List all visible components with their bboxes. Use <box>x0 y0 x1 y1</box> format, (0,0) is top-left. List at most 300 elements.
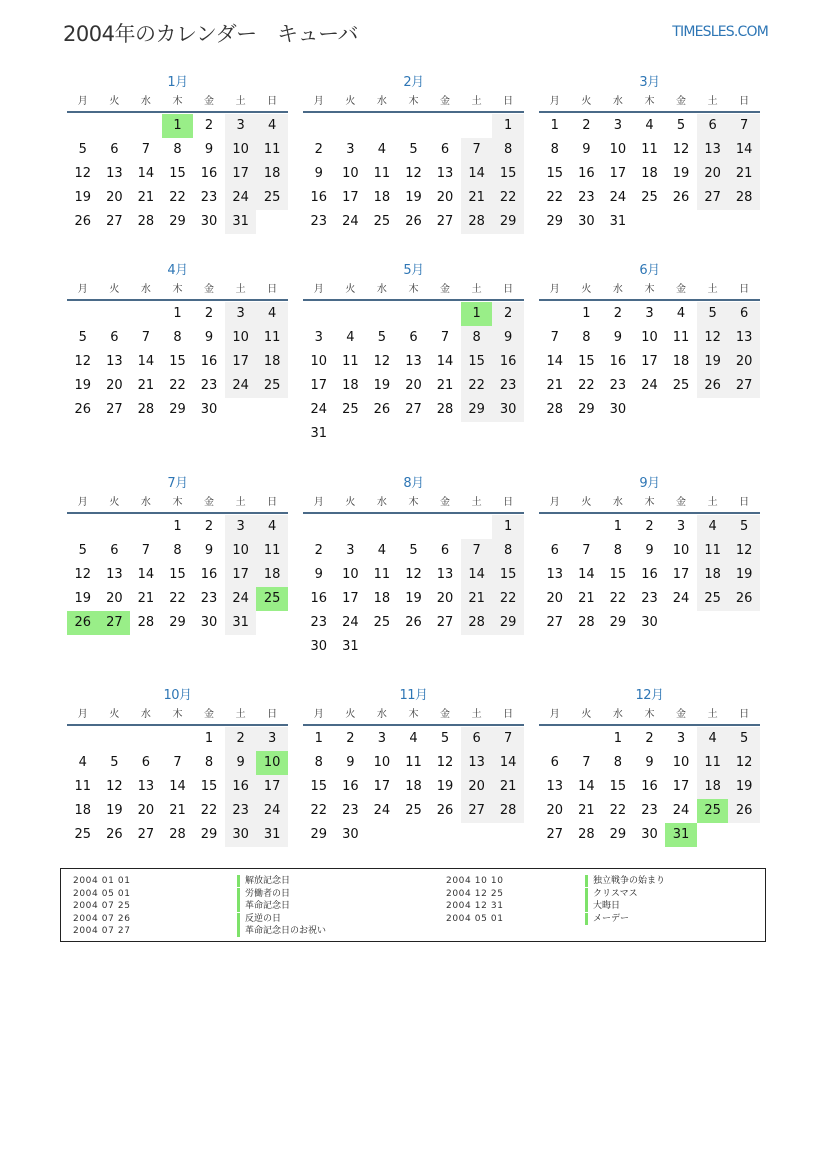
day-cell: 11 <box>74 779 92 794</box>
day-cell: 18 <box>373 190 391 205</box>
day-cell: 24 <box>225 186 257 210</box>
day-cell: 22 <box>609 591 627 606</box>
day-cell: 14 <box>492 751 524 775</box>
weekday-label: 日 <box>503 96 514 107</box>
day-cell: 16 <box>310 190 328 205</box>
day-cell: 14 <box>137 354 155 369</box>
day-cell: 20 <box>106 190 123 205</box>
day-cell: 10 <box>225 539 257 563</box>
day-cell: 1 <box>492 515 524 539</box>
month-2 <box>303 73 524 234</box>
day-cell: 22 <box>169 591 186 606</box>
day-cell: 26 <box>74 214 92 229</box>
empty-cell <box>335 515 367 539</box>
day-cell: 16 <box>200 166 218 181</box>
day-cell: 28 <box>461 611 493 635</box>
day-cell: 7 <box>440 330 450 345</box>
day-cell: 1 <box>613 731 623 746</box>
day-cell: 20 <box>728 350 760 374</box>
weekday-label: 土 <box>707 96 718 107</box>
day-cell: 20 <box>436 591 454 606</box>
holiday-date: 2004 05 01 <box>73 888 131 899</box>
empty-cell <box>398 302 430 326</box>
empty-cell <box>130 727 162 751</box>
holiday-name: 解放記念日 <box>237 875 290 887</box>
day-cell: 2 <box>582 118 591 133</box>
weekday-label: 木 <box>644 709 655 720</box>
day-cell: 4 <box>346 330 355 345</box>
weekday-label: 水 <box>140 709 151 720</box>
site-link[interactable]: TIMESLES.COM <box>672 24 768 40</box>
empty-cell <box>99 515 131 539</box>
day-cell: 16 <box>641 567 658 582</box>
day-cell: 28 <box>436 402 454 417</box>
day-cell: 30 <box>492 398 524 422</box>
empty-cell <box>335 302 367 326</box>
day-cell: 23 <box>200 190 218 205</box>
empty-cell <box>162 727 194 751</box>
day-cell: 10 <box>672 543 690 558</box>
holiday-item <box>61 925 765 937</box>
day-cell: 4 <box>256 114 288 138</box>
weekday-label: 月 <box>77 284 88 295</box>
day-cell: 14 <box>461 563 493 587</box>
day-cell: 13 <box>728 326 760 350</box>
day-cell: 7 <box>582 755 591 770</box>
day-cell: 3 <box>676 731 686 746</box>
day-cell: 19 <box>405 190 422 205</box>
day-cell: 14 <box>137 567 155 582</box>
day-cell: 29 <box>578 402 595 417</box>
day-cell: 2 <box>204 519 214 534</box>
day-cell: 1 <box>492 114 524 138</box>
day-cell: 3 <box>314 330 323 345</box>
day-cell: 26 <box>436 803 454 818</box>
day-cell: 21 <box>546 378 564 393</box>
weekday-label: 土 <box>471 709 482 720</box>
weekday-label: 日 <box>739 709 750 720</box>
day-cell: 9 <box>346 755 355 770</box>
weekday-label: 日 <box>739 96 750 107</box>
day-cell: 9 <box>314 166 323 181</box>
weekday-label: 土 <box>707 497 718 508</box>
day-cell: 8 <box>204 755 214 770</box>
day-cell: 15 <box>609 567 627 582</box>
day-cell: 6 <box>728 302 760 326</box>
month-3 <box>539 73 760 234</box>
day-cell: 3 <box>676 519 686 534</box>
weekday-header <box>67 494 288 514</box>
day-cell: 14 <box>436 354 454 369</box>
day-cell: 13 <box>697 138 729 162</box>
day-cell: 10 <box>342 166 359 181</box>
day-cell: 16 <box>225 775 257 799</box>
day-cell: 22 <box>578 378 595 393</box>
day-cell: 21 <box>436 378 454 393</box>
day-cell: 5 <box>728 727 760 751</box>
month-7 <box>67 474 288 635</box>
weekday-label: 水 <box>612 709 623 720</box>
weekday-label: 木 <box>172 284 183 295</box>
empty-cell <box>130 302 162 326</box>
day-cell: 20 <box>137 803 155 818</box>
day-cell: 20 <box>461 775 493 799</box>
day-cell: 26 <box>697 374 729 398</box>
empty-cell <box>303 114 335 138</box>
weekday-label: 金 <box>676 497 687 508</box>
day-cell: 1 <box>582 306 591 321</box>
day-cell: 9 <box>645 755 654 770</box>
day-cell: 26 <box>672 190 690 205</box>
day-cell: 16 <box>609 354 627 369</box>
weekday-label: 月 <box>549 497 560 508</box>
weekday-label: 火 <box>345 96 356 107</box>
day-cell: 24 <box>672 591 690 606</box>
day-cell: 4 <box>377 543 387 558</box>
day-cell: 16 <box>310 591 328 606</box>
day-cell: 17 <box>225 162 257 186</box>
day-cell: 17 <box>342 591 359 606</box>
month-name: 1月 <box>167 75 188 90</box>
day-grid <box>303 727 524 847</box>
weekday-label: 土 <box>235 96 246 107</box>
day-cell: 11 <box>373 567 391 582</box>
day-cell: 16 <box>200 567 218 582</box>
holiday-date: 2004 12 25 <box>446 888 504 899</box>
day-cell: 31 <box>342 639 359 654</box>
empty-cell <box>130 515 162 539</box>
day-cell: 4 <box>697 515 729 539</box>
day-cell: 25 <box>373 214 391 229</box>
holiday-day-cell: 10 <box>256 751 288 775</box>
day-cell: 14 <box>461 162 493 186</box>
day-cell: 28 <box>492 799 524 823</box>
day-grid <box>539 515 760 635</box>
empty-cell <box>130 114 162 138</box>
weekday-label: 木 <box>644 284 655 295</box>
month-name: 10月 <box>163 688 192 703</box>
day-cell: 16 <box>342 779 359 794</box>
day-cell: 8 <box>492 539 524 563</box>
day-cell: 25 <box>342 402 359 417</box>
day-cell: 20 <box>697 162 729 186</box>
weekday-label: 土 <box>707 709 718 720</box>
day-cell: 13 <box>106 354 123 369</box>
weekday-label: 水 <box>140 96 151 107</box>
day-cell: 5 <box>78 142 87 157</box>
day-cell: 23 <box>200 378 218 393</box>
weekday-label: 木 <box>408 96 419 107</box>
weekday-header <box>67 281 288 301</box>
holiday-day-cell: 1 <box>461 302 493 326</box>
day-cell: 2 <box>346 731 355 746</box>
weekday-label: 水 <box>612 284 623 295</box>
day-cell: 7 <box>141 543 151 558</box>
weekday-label: 金 <box>676 96 687 107</box>
holiday-date: 2004 05 01 <box>446 913 504 924</box>
day-cell: 24 <box>641 378 658 393</box>
day-cell: 29 <box>492 611 524 635</box>
day-cell: 3 <box>645 306 654 321</box>
empty-cell <box>539 515 571 539</box>
day-cell: 19 <box>436 779 454 794</box>
month-10 <box>67 686 288 847</box>
day-cell: 15 <box>609 779 627 794</box>
day-grid <box>67 114 288 234</box>
day-cell: 19 <box>728 563 760 587</box>
day-cell: 1 <box>613 519 623 534</box>
day-cell: 11 <box>641 142 658 157</box>
day-cell: 5 <box>728 515 760 539</box>
day-cell: 19 <box>74 378 92 393</box>
day-cell: 8 <box>173 330 182 345</box>
weekday-label: 水 <box>376 709 387 720</box>
day-cell: 24 <box>672 803 690 818</box>
day-cell: 3 <box>225 114 257 138</box>
weekday-label: 月 <box>77 96 88 107</box>
holiday-day-cell: 1 <box>162 114 194 138</box>
day-cell: 6 <box>409 330 418 345</box>
day-cell: 19 <box>728 775 760 799</box>
day-cell: 11 <box>373 166 391 181</box>
day-cell: 25 <box>373 615 391 630</box>
day-cell: 13 <box>436 166 454 181</box>
month-name: 11月 <box>399 688 428 703</box>
day-cell: 20 <box>405 378 422 393</box>
day-cell: 13 <box>461 751 493 775</box>
empty-cell <box>67 727 99 751</box>
weekday-label: 土 <box>235 709 246 720</box>
day-cell: 29 <box>609 827 627 842</box>
day-cell: 24 <box>225 587 257 611</box>
weekday-label: 土 <box>707 284 718 295</box>
day-cell: 17 <box>672 779 690 794</box>
weekday-label: 木 <box>408 709 419 720</box>
weekday-label: 金 <box>204 284 215 295</box>
day-cell: 23 <box>492 374 524 398</box>
day-cell: 26 <box>373 402 391 417</box>
day-cell: 7 <box>461 539 493 563</box>
holiday-day-cell: 25 <box>256 587 288 611</box>
day-cell: 5 <box>697 302 729 326</box>
holiday-date: 2004 12 31 <box>446 901 504 911</box>
day-cell: 24 <box>609 190 627 205</box>
weekday-label: 木 <box>408 497 419 508</box>
day-cell: 22 <box>169 190 186 205</box>
weekday-label: 日 <box>739 497 750 508</box>
day-grid <box>303 302 524 446</box>
day-cell: 30 <box>200 402 218 417</box>
day-cell: 27 <box>137 827 155 842</box>
day-cell: 8 <box>314 755 323 770</box>
holiday-name: メーデー <box>585 913 629 925</box>
weekday-label: 月 <box>313 497 324 508</box>
day-cell: 10 <box>225 326 257 350</box>
holiday-date: 2004 07 25 <box>73 901 131 911</box>
day-cell: 4 <box>645 118 654 133</box>
day-cell: 24 <box>256 799 288 823</box>
empty-cell <box>99 114 131 138</box>
day-cell: 24 <box>373 803 391 818</box>
day-cell: 27 <box>405 402 422 417</box>
weekday-label: 水 <box>376 497 387 508</box>
day-cell: 1 <box>204 731 214 746</box>
day-cell: 29 <box>310 827 328 842</box>
day-cell: 31 <box>310 426 328 441</box>
weekday-label: 木 <box>172 497 183 508</box>
day-cell: 30 <box>200 214 218 229</box>
holiday-name: 革命記念日 <box>237 900 290 912</box>
day-cell: 11 <box>256 326 288 350</box>
day-cell: 6 <box>461 727 493 751</box>
weekday-label: 火 <box>581 96 592 107</box>
day-cell: 12 <box>74 567 92 582</box>
empty-cell <box>429 114 461 138</box>
day-cell: 11 <box>342 354 359 369</box>
day-cell: 23 <box>342 803 359 818</box>
month-8 <box>303 474 524 659</box>
weekday-label: 火 <box>581 709 592 720</box>
day-cell: 21 <box>461 587 493 611</box>
day-cell: 24 <box>310 402 328 417</box>
day-cell: 29 <box>169 214 186 229</box>
day-cell: 18 <box>405 779 422 794</box>
day-cell: 9 <box>204 142 214 157</box>
day-cell: 12 <box>74 166 92 181</box>
weekday-label: 月 <box>313 709 324 720</box>
month-5 <box>303 261 524 446</box>
day-cell: 28 <box>461 210 493 234</box>
day-cell: 11 <box>405 755 422 770</box>
day-cell: 22 <box>609 803 627 818</box>
month-name: 3月 <box>639 75 660 90</box>
day-cell: 28 <box>578 615 595 630</box>
day-cell: 21 <box>578 803 595 818</box>
day-cell: 9 <box>225 751 257 775</box>
day-cell: 15 <box>546 166 564 181</box>
day-cell: 23 <box>310 615 328 630</box>
weekday-label: 木 <box>172 96 183 107</box>
day-cell: 1 <box>550 118 559 133</box>
holiday-name: 労働者の日 <box>237 888 290 900</box>
day-cell: 30 <box>342 827 359 842</box>
empty-cell <box>539 727 571 751</box>
day-cell: 16 <box>578 166 595 181</box>
day-cell: 18 <box>256 162 288 186</box>
holiday-day-cell: 26 <box>67 611 99 635</box>
day-cell: 16 <box>200 354 218 369</box>
holiday-date: 2004 07 27 <box>73 926 131 936</box>
weekday-label: 日 <box>503 497 514 508</box>
day-cell: 29 <box>492 210 524 234</box>
weekday-label: 木 <box>644 497 655 508</box>
day-cell: 5 <box>110 755 119 770</box>
weekday-label: 金 <box>440 96 451 107</box>
weekday-label: 火 <box>581 497 592 508</box>
empty-cell <box>398 114 430 138</box>
day-cell: 11 <box>697 539 729 563</box>
day-cell: 3 <box>613 118 623 133</box>
day-cell: 11 <box>697 751 729 775</box>
weekday-label: 木 <box>408 284 419 295</box>
day-cell: 27 <box>436 214 454 229</box>
day-cell: 17 <box>256 775 288 799</box>
day-cell: 27 <box>697 186 729 210</box>
day-cell: 5 <box>78 543 87 558</box>
day-cell: 6 <box>697 114 729 138</box>
day-cell: 6 <box>440 543 450 558</box>
day-cell: 8 <box>582 330 591 345</box>
day-cell: 13 <box>436 567 454 582</box>
month-name: 8月 <box>403 476 424 491</box>
weekday-label: 日 <box>503 709 514 720</box>
holiday-name: 革命記念日のお祝い <box>237 925 326 937</box>
day-cell: 28 <box>728 186 760 210</box>
day-cell: 4 <box>256 515 288 539</box>
day-cell: 10 <box>310 354 328 369</box>
day-grid <box>67 515 288 635</box>
weekday-label: 土 <box>471 497 482 508</box>
day-cell: 25 <box>256 186 288 210</box>
day-cell: 28 <box>137 615 155 630</box>
day-cell: 12 <box>405 567 422 582</box>
day-cell: 25 <box>697 587 729 611</box>
day-grid <box>539 302 760 422</box>
day-cell: 26 <box>74 402 92 417</box>
empty-cell <box>571 515 603 539</box>
day-cell: 15 <box>169 354 186 369</box>
day-cell: 14 <box>169 779 186 794</box>
weekday-label: 火 <box>581 284 592 295</box>
empty-cell <box>99 727 131 751</box>
weekday-label: 火 <box>345 497 356 508</box>
day-grid <box>303 515 524 659</box>
holiday-name: 大晦日 <box>585 900 620 912</box>
day-cell: 25 <box>405 803 422 818</box>
month-1 <box>67 73 288 234</box>
day-cell: 21 <box>137 190 155 205</box>
day-cell: 17 <box>225 350 257 374</box>
weekday-label: 水 <box>140 284 151 295</box>
day-cell: 3 <box>377 731 387 746</box>
day-cell: 25 <box>256 374 288 398</box>
empty-cell <box>461 515 493 539</box>
weekday-label: 木 <box>644 96 655 107</box>
day-cell: 6 <box>550 543 559 558</box>
day-cell: 27 <box>728 374 760 398</box>
day-cell: 1 <box>173 306 182 321</box>
day-cell: 10 <box>373 755 391 770</box>
month-12 <box>539 686 760 847</box>
month-6 <box>539 261 760 422</box>
day-cell: 23 <box>225 799 257 823</box>
day-cell: 27 <box>106 214 123 229</box>
day-cell: 12 <box>106 779 123 794</box>
day-cell: 7 <box>550 330 559 345</box>
holiday-item <box>61 900 765 912</box>
day-cell: 22 <box>546 190 564 205</box>
day-cell: 18 <box>697 775 729 799</box>
weekday-label: 土 <box>235 497 246 508</box>
day-cell: 26 <box>405 615 422 630</box>
day-cell: 22 <box>200 803 218 818</box>
day-cell: 13 <box>546 567 564 582</box>
page-title: 2004年のカレンダー キューバ <box>63 22 359 46</box>
day-cell: 21 <box>169 803 186 818</box>
weekday-label: 月 <box>549 96 560 107</box>
weekday-header <box>303 494 524 514</box>
holiday-item <box>61 888 765 900</box>
